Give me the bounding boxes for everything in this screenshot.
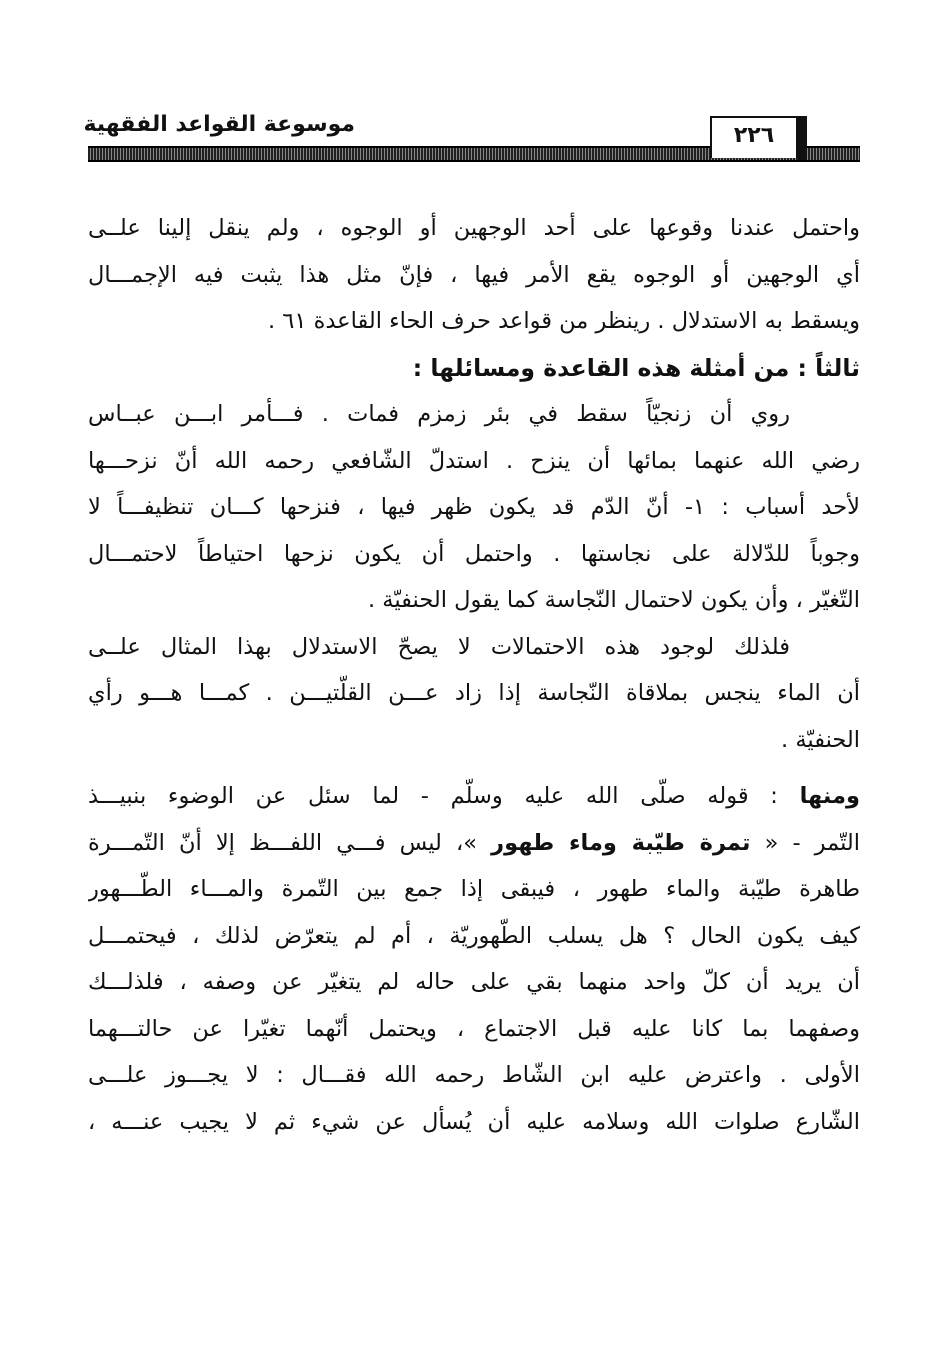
book-title: موسوعة القواعد الفقهية [83,112,355,137]
text-line: طاهرة طيّبة والماء طهور ، فيبقى إذا جمع بين التّمرة والمـــاء الطّـــهور [88,876,860,902]
text-line [88,820,860,867]
text-line: الأولى . واعترض عليه ابن الشّاط رحمه الله فقـــال : لا يجـــوز علـــى [88,1062,860,1088]
text-line: الشّارع صلوات الله وسلامه عليه أن يُسأل عن شيء ثم لا يجيب عنـــه ، [88,1108,860,1135]
text-span: : قوله صلّى الله عليه وسلّم - لما سئل عن الوضوء بنبيـــذ [88,783,800,809]
text-span: التّمر - « [750,829,860,856]
text-line: رضي الله عنهما بمائها أن ينزح . استدلّ الشّافعي رحمه الله أنّ نزحـــها [88,447,860,474]
body-text [88,205,860,1145]
text-line: روي أن زنجيّاً سقط في بئر زمزم فمات . فـــأمر ابـــن عبــاس [88,401,790,427]
text-line: وصفهما بما كانا عليه قبل الاجتماع ، ويحتمل أنّهما تغيّرا عن حالتـــهما [88,1015,860,1042]
text-line: أن الماء ينجس بملاقاة النّجاسة إذا زاد عـــن القلّتيـــن . كمـــا هـــو رأي [88,680,860,706]
paragraph-gap [88,763,860,773]
text-line: وجوباً للدّلالة على نجاستها . واحتمل أن يكون نزحها احتياطاً لاحتمـــال [88,540,860,567]
text-line: كيف يكون الحال ؟ هل يسلب الطّهوريّة ، أم لم يتعرّض لذلك ، فيحتمـــل [88,922,860,949]
text-line: فلذلك لوجود هذه الاحتمالات لا يصحّ الاستدلال بهذا المثال علــى [88,633,790,660]
page-number: ٢٢٦ [733,123,775,148]
page-header [83,100,860,162]
text-line: لأحد أسباب : ١- أنّ الدّم قد يكون ظهر فيها ، فنزحها كـــان تنظيفـــاً لا [88,494,860,520]
text-line: ويسقط به الاستدلال . رينظر من قواعد حرف الحاء القاعدة ٦١ . [267,308,860,334]
text-line: واحتمل عندنا وقوعها على أحد الوجهين أو الوجوه ، ولم ينقل إلينا علــى [88,215,860,241]
text-line [88,773,860,820]
text-line: أن يريد أن كلّ واحد منهما بقي على حاله لم يتغيّر عن وصفه ، فلذلـــك [88,969,860,995]
text-span: »، ليس فـــي اللفـــظ إلا أنّ التّمـــرة [88,829,492,856]
page-number-box [710,116,798,158]
text-line: التّغيّر ، وأن يكون لاحتمال النّجاسة كما يقول الحنفيّة . [368,587,860,613]
text-line: الحنفيّة . [781,726,860,753]
keyword-minha: ومنها [799,783,860,809]
text-line: أي الوجهين أو الوجوه يقع الأمر فيها ، فإنّ مثل هذا يثبت فيه الإجمـــال [88,261,860,288]
section-heading: ثالثاً : من أمثلة هذه القاعدة ومسائلها : [412,353,860,382]
hadith-quote: تمرة طيّبة وماء طهور [491,829,751,856]
